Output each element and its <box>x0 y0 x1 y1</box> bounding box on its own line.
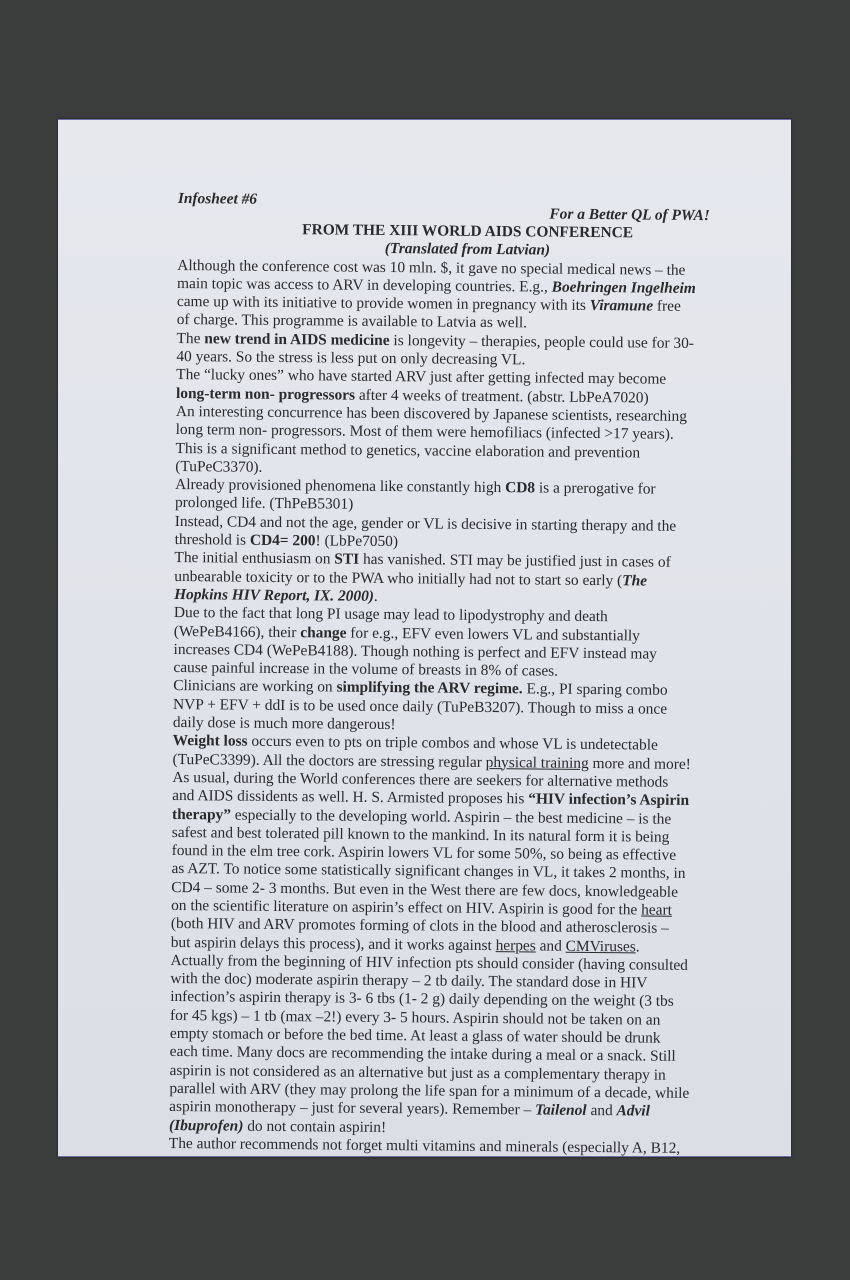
emphasis-text: Tailenol <box>534 1101 587 1120</box>
text-segment: and <box>586 1102 617 1120</box>
emphasis-text: CD4= 200 <box>249 531 316 550</box>
text-segment: more and more! <box>588 754 691 773</box>
paper-sheet <box>58 119 791 1157</box>
emphasis-text: long-term non- progressors <box>175 384 356 404</box>
text-segment: free of charge. This programme is available to Latvia as well. <box>176 297 681 332</box>
document-content <box>168 190 710 1158</box>
text-segment: do not contain aspirin! <box>243 1117 387 1136</box>
document-header <box>177 190 710 225</box>
text-segment: . Actually from the beginning of HIV infection pts should consider (having consulted with the doc) moderate aspirin therapy – 2 tb daily. The standard dose in HIV infection’s aspirin therapy is 3- 6 tbs (1- 2 g) daily depending on the weight (3 tbs for 45 kgs) – 1 tb (max –2!) every 3- 5 hours. Aspirin should not be taken on an empty stomach or before the bed time. At least a glass of water should be drunk each time. Many docs are recommending the intake during a meal or a snack. Still aspirin is not considered as an alternative but just as a complementary therapy in parallel with ARV (they may prolong the life span for a minimum of a decade, while aspirin monotherapy – just for several years). Remember – <box>169 938 690 1119</box>
emphasis-text: physical training <box>485 753 589 772</box>
paragraph <box>174 549 695 609</box>
text-segment: occurs even to pts on triple combos and whose VL is undetectable (TuPeC3399). All the doctors are stressing regular <box>172 733 658 771</box>
emphasis-text: CD8 <box>505 479 536 497</box>
emphasis-text: change <box>300 623 347 642</box>
infosheet-number: Infosheet #6 <box>177 190 258 208</box>
emphasis-text: “HIV infection’s Aspirin therapy” <box>171 790 690 824</box>
text-segment: The author recommends not forget multi vitamins and minerals (especially A, B12, <box>168 1134 681 1157</box>
emphasis-text: herpes <box>495 936 536 955</box>
paragraph <box>175 403 696 481</box>
text-segment: The initial enthusiasm on <box>174 549 335 568</box>
text-segment: An interesting concurrence has been discovered by Japanese scientists, researching long term non- progressors. Most of them were hemofiliacs (infected >17 years). This is a significant method to genetics, vaccine elaboration and prevention (TuPeC3370). <box>175 402 688 476</box>
paragraph <box>169 1135 689 1158</box>
text-segment: ! (LbPe7050) <box>315 532 399 551</box>
paragraph <box>176 330 696 372</box>
document-subtitle: (Translated from Latvian) <box>384 240 551 259</box>
text-segment: Clinicians are working on <box>173 677 337 696</box>
paragraph <box>175 476 695 518</box>
text-segment: is a prerogative for prolonged life. (ThPeB5301) <box>174 479 656 514</box>
text-segment: Already provisioned phenomena like constantly high <box>175 476 506 497</box>
text-segment: has vanished. STI may be justified just in cases of unbearable toxicity or to the PWA who initially had not to start so early ( <box>174 551 671 589</box>
emphasis-text: CMViruses <box>565 937 636 956</box>
text-segment: and <box>535 937 566 955</box>
text-segment: E.g., PI sparing combo NVP + EFV + ddI is to be used once daily (TuPeB3207). Though to miss a once daily dose is much more dangerous! <box>172 680 668 734</box>
text-segment: came up with its initiative to provide women in pregnancy with its <box>176 293 590 315</box>
text-segment: especially to the developing world. Aspirin – the best medicine – is the safest and best tolerated pill known to the mankind. In its natural form it is being found in the elm tree cork. Aspirin lowers VL for some 50%, so being as effective as AZT. To notice some statistically significant changes in VL, it takes 2 months, in CD4 – some 2- 3 months. But even in the West there are few docs, knowledgeable on the scientific literature on aspirin’s effect on HIV. Aspirin is good for the <box>171 806 686 919</box>
paragraph <box>176 366 696 408</box>
text-segment: Although the conference cost was 10 mln. $, it gave no special medical news – the main topic was access to ARV in developing countries. E.g., <box>177 256 686 296</box>
paragraph <box>175 513 695 555</box>
text-segment: after 4 weeks of treatment. (abstr. LbPeA7020) <box>354 386 649 407</box>
emphasis-text: The Hopkins HIV Report, IX. 2000) <box>174 571 648 605</box>
emphasis-text: heart <box>641 901 672 919</box>
emphasis-text: Advil (Ibuprofen) <box>168 1102 650 1135</box>
emphasis-text: STI <box>334 550 360 569</box>
text-segment: is longevity – therapies, people could use for 30-40 years. So the stress is less put on only decreasing VL. <box>176 331 695 369</box>
text-segment: Instead, CD4 and not the age, gender or VL is decisive in starting therapy and the threshold is <box>174 512 677 549</box>
text-segment: . <box>373 587 378 605</box>
emphasis-text: Weight loss <box>172 732 248 751</box>
paragraph <box>177 257 698 335</box>
text-segment: for e.g., EFV even lowers VL and substantially increases CD4 (WePeB4188). Though nothing is perfect and EFV instead may cause painful increase in the volume of breasts in 8% of cases. <box>173 624 657 680</box>
emphasis-text: Boehringen Ingelheim <box>551 278 696 297</box>
slogan: For a Better QL of PWA! <box>549 205 710 225</box>
emphasis-text: simplifying the ARV regime. <box>336 678 523 698</box>
emphasis-text: new trend in AIDS medicine <box>204 330 390 349</box>
text-segment: The <box>176 329 205 348</box>
text-segment: The “lucky ones” who have started ARV just after getting infected may become <box>176 366 667 389</box>
text-segment: Due to the fact that long PI usage may lead to lipodystrophy and death (WePeB4166), their <box>173 604 608 641</box>
emphasis-text: Viramune <box>589 297 654 315</box>
text-segment: As usual, during the World conferences there are seekers for alternative methods and AIDS dissidents as well. H. S. Armisted proposes his <box>172 768 669 808</box>
paragraph <box>172 732 692 774</box>
paragraph <box>173 677 694 737</box>
text-segment: (both HIV and ARV promotes forming of clots in the blood and atherosclerosis – but aspirin delays this process), and it works against <box>170 915 669 954</box>
body-text <box>169 257 698 1158</box>
paragraph <box>173 604 694 682</box>
paragraph <box>169 769 692 1140</box>
document-title: FROM THE XIII WORLD AIDS CONFERENCE <box>302 221 634 242</box>
